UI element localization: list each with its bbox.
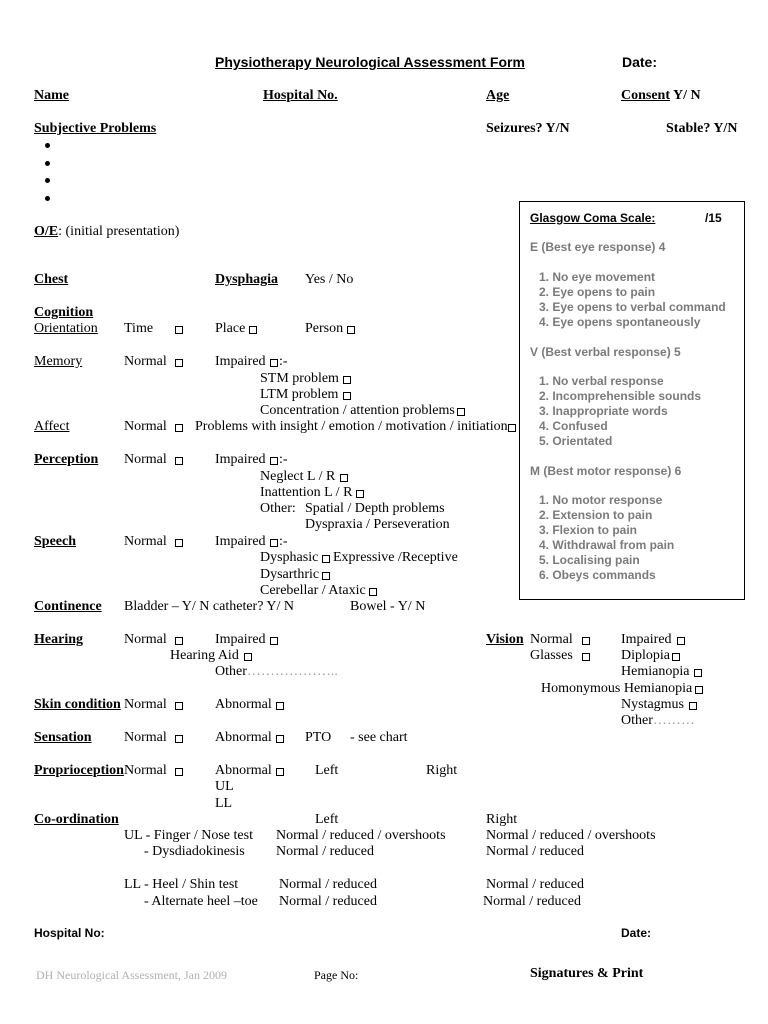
orientation-time-checkbox[interactable] (175, 326, 183, 334)
gcs-motor-item: 2. Extension to pain (539, 508, 653, 522)
memory-stm-checkbox[interactable] (343, 376, 351, 384)
memory-impaired-colon: :- (279, 354, 288, 369)
perception-normal-checkbox[interactable] (175, 457, 183, 465)
skin-abnormal-label: Abnormal (215, 697, 272, 712)
orientation-place-checkbox[interactable] (249, 326, 257, 334)
sensation-pto-label: PTO (305, 730, 332, 745)
perception-impaired-label: Impaired (215, 452, 266, 467)
speech-impaired-colon: :- (279, 534, 288, 549)
memory-normal-label: Normal (124, 354, 167, 369)
affect-normal-checkbox[interactable] (175, 424, 183, 432)
speech-impaired-label: Impaired (215, 534, 266, 549)
vision-diplopia-label: Diplopia (621, 648, 670, 663)
footer-document-reference: DH Neurological Assessment, Jan 2009 (36, 968, 227, 982)
gcs-motor-item: 5. Localising pain (539, 553, 640, 567)
speech-dysphasic-checkbox[interactable] (322, 555, 330, 563)
speech-dysphasic-label: Dysphasic (260, 550, 319, 565)
speech-dysarthric-label: Dysarthric (260, 567, 320, 582)
proprioception-ll-label: LL (215, 796, 233, 811)
speech-normal-label: Normal (124, 534, 167, 549)
vision-label: Vision (486, 632, 524, 647)
sensation-normal-label: Normal (124, 730, 167, 745)
affect-problems-checkbox[interactable] (508, 424, 516, 432)
speech-expressive-label: Expressive /Receptive (333, 550, 458, 565)
perception-inattention-label: Inattention L / R (260, 485, 353, 500)
vision-normal-label: Normal (530, 632, 573, 647)
hearing-aid-checkbox[interactable] (244, 653, 252, 661)
proprioception-right-label: Right (426, 763, 458, 778)
vision-other-dots: ……… (652, 713, 695, 728)
proprioception-ul-label: UL (215, 779, 234, 794)
memory-ltm-label: LTM problem (260, 387, 339, 402)
coordination-ul-finger-right: Normal / reduced / overshoots (486, 828, 656, 843)
coordination-ll-heel-left: Normal / reduced (279, 877, 377, 892)
vision-other-label: Other (621, 713, 653, 728)
orientation-person-checkbox[interactable] (347, 326, 355, 334)
hearing-impaired-label: Impaired (215, 632, 266, 647)
proprioception-label: Proprioception (34, 763, 124, 778)
perception-normal-label: Normal (124, 452, 167, 467)
memory-ltm-checkbox[interactable] (343, 392, 351, 400)
coordination-ll-alt-right: Normal / reduced (483, 894, 581, 909)
memory-impaired-checkbox[interactable] (270, 359, 278, 367)
memory-concentration-checkbox[interactable] (457, 408, 465, 416)
gcs-verbal-heading: V (Best verbal response) 5 (530, 345, 681, 359)
proprioception-left-label: Left (315, 763, 339, 778)
gcs-motor-heading: M (Best motor response) 6 (530, 464, 682, 478)
vision-nystagmus-label: Nystagmus (621, 697, 684, 712)
vision-hemianopia-label: Hemianopia (621, 664, 690, 679)
consent-label: Consent (621, 88, 671, 103)
glasgow-coma-scale-box (519, 201, 745, 600)
gcs-verbal-item: 2. Incomprehensible sounds (539, 389, 702, 403)
vision-impaired-checkbox[interactable] (677, 637, 685, 645)
gcs-motor-item: 3. Flexion to pain (539, 523, 638, 537)
vision-impaired-label: Impaired (621, 632, 672, 647)
gcs-verbal-item: 1. No verbal response (539, 374, 664, 388)
perception-spatial-label: Spatial / Depth problems (305, 501, 445, 516)
affect-normal-label: Normal (124, 419, 167, 434)
coordination-ll-heel-right: Normal / reduced (486, 877, 584, 892)
orientation-place-label: Place (215, 321, 246, 336)
consent-options: Y/ N (670, 88, 701, 103)
subjective-problems-label: Subjective Problems (34, 121, 157, 136)
affect-label: Affect (34, 419, 70, 434)
sensation-label: Sensation (34, 730, 92, 745)
coordination-left-label: Left (315, 812, 339, 827)
gcs-title: Glasgow Coma Scale: (530, 211, 656, 225)
perception-inattention-checkbox[interactable] (356, 490, 364, 498)
hearing-normal-label: Normal (124, 632, 167, 647)
bullet-2 (45, 161, 50, 166)
orientation-person-label: Person (305, 321, 344, 336)
consent-field (621, 88, 701, 104)
perception-neglect-checkbox[interactable] (340, 474, 348, 482)
hearing-normal-checkbox[interactable] (175, 637, 183, 645)
perception-other-label: Other: (260, 501, 296, 516)
sensation-abnormal-label: Abnormal (215, 730, 272, 745)
hearing-other-label: Other (215, 664, 247, 679)
gcs-verbal-item: 4. Confused (539, 419, 608, 433)
dysphagia-label: Dysphagia (215, 272, 279, 287)
gcs-eye-item: 2. Eye opens to pain (539, 285, 656, 299)
sensation-abnormal-checkbox[interactable] (276, 735, 284, 743)
gcs-eye-item: 3. Eye opens to verbal command (539, 300, 726, 314)
coordination-label: Co-ordination (34, 812, 119, 827)
date-label: Date: (622, 54, 658, 70)
gcs-verbal-item: 5. Orientated (539, 434, 613, 448)
coordination-ul-finger-left: Normal / reduced / overshoots (276, 828, 446, 843)
orientation-time-label: Time (124, 321, 154, 336)
hearing-other-field (215, 664, 338, 680)
age-label: Age (486, 88, 510, 103)
hearing-other-dots: ……………….. (246, 664, 338, 679)
memory-concentration-label: Concentration / attention problems (260, 403, 455, 418)
continence-bowel-label: Bowel - Y/ N (350, 599, 426, 614)
name-label: Name (34, 88, 69, 103)
proprioception-abnormal-label: Abnormal (215, 763, 272, 778)
vision-glasses-checkbox[interactable] (582, 653, 590, 661)
coordination-ul-dys-left: Normal / reduced (276, 844, 374, 859)
memory-stm-label: STM problem (260, 371, 339, 386)
coordination-ul-dys-right: Normal / reduced (486, 844, 584, 859)
sensation-see-chart-label: - see chart (350, 730, 408, 745)
vision-glasses-label: Glasses (530, 648, 573, 663)
form-title: Physiotherapy Neurological Assessment Form (215, 54, 525, 70)
hearing-aid-label: Hearing Aid (170, 648, 239, 663)
perception-impaired-checkbox[interactable] (270, 457, 278, 465)
gcs-verbal-item: 3. Inappropriate words (539, 404, 668, 418)
bullet-3 (45, 178, 50, 183)
speech-impaired-checkbox[interactable] (270, 539, 278, 547)
skin-condition-label: Skin condition (34, 697, 121, 712)
gcs-motor-item: 6. Obeys commands (539, 568, 656, 582)
footer-hospital-no-label: Hospital No: (34, 926, 105, 940)
hearing-impaired-checkbox[interactable] (270, 637, 278, 645)
continence-bladder-label: Bladder – Y/ N catheter? Y/ N (124, 599, 295, 614)
speech-dysarthric-checkbox[interactable] (322, 572, 330, 580)
perception-neglect-label: Neglect L / R (260, 469, 336, 484)
hospital-no-label: Hospital No. (263, 88, 338, 103)
proprioception-abnormal-checkbox[interactable] (276, 768, 284, 776)
skin-abnormal-checkbox[interactable] (276, 702, 284, 710)
perception-label: Perception (34, 452, 99, 467)
perception-dyspraxia-label: Dyspraxia / Perseveration (305, 517, 450, 532)
vision-normal-checkbox[interactable] (582, 637, 590, 645)
gcs-eye-heading: E (Best eye response) 4 (530, 240, 666, 254)
speech-label: Speech (34, 534, 76, 549)
coordination-ul-dys-label: - Dysdiadokinesis (144, 844, 245, 859)
stable-label: Stable? Y/N (666, 121, 738, 136)
gcs-eye-item: 4. Eye opens spontaneously (539, 315, 701, 329)
proprioception-normal-checkbox[interactable] (175, 768, 183, 776)
memory-normal-checkbox[interactable] (175, 359, 183, 367)
skin-normal-checkbox[interactable] (175, 702, 183, 710)
gcs-score: /15 (705, 211, 722, 225)
footer-signatures-label: Signatures & Print (530, 966, 644, 981)
vision-homonymous-checkbox[interactable] (695, 686, 703, 694)
vision-nystagmus-checkbox[interactable] (689, 702, 697, 710)
coordination-ll-alt-left: Normal / reduced (279, 894, 377, 909)
gcs-motor-item: 1. No motor response (539, 493, 663, 507)
hearing-label: Hearing (34, 632, 83, 647)
coordination-ll-heel-label: LL - Heel / Shin test (124, 877, 239, 892)
oe-label: O/E (34, 224, 59, 239)
vision-other-field (621, 713, 695, 729)
memory-impaired-label: Impaired (215, 354, 266, 369)
bullet-1 (45, 143, 50, 148)
speech-normal-checkbox[interactable] (175, 539, 183, 547)
footer-page-no-label: Page No: (314, 968, 359, 982)
gcs-eye-item: 1. No eye movement (539, 270, 656, 284)
dysphagia-options: Yes / No (305, 272, 354, 287)
proprioception-normal-label: Normal (124, 763, 167, 778)
sensation-normal-checkbox[interactable] (175, 735, 183, 743)
cognition-label: Cognition (34, 305, 94, 320)
speech-cerebellar-label: Cerebellar / Ataxic (260, 583, 366, 598)
memory-label: Memory (34, 354, 83, 369)
affect-problems-label: Problems with insight / emotion / motivation / initiation (195, 419, 508, 434)
seizures-label: Seizures? Y/N (486, 121, 570, 136)
continence-label: Continence (34, 599, 102, 614)
oe-field (34, 224, 179, 240)
bullet-4 (45, 196, 50, 201)
vision-diplopia-checkbox[interactable] (672, 653, 680, 661)
coordination-right-label: Right (486, 812, 518, 827)
skin-normal-label: Normal (124, 697, 167, 712)
coordination-ll-alt-label: - Alternate heel –toe (144, 894, 258, 909)
vision-homonymous-label: Homonymous Hemianopia (541, 681, 693, 696)
chest-label: Chest (34, 272, 69, 287)
perception-impaired-colon: :- (279, 452, 288, 467)
oe-text: : (initial presentation) (58, 224, 180, 239)
orientation-label: Orientation (34, 321, 98, 336)
vision-hemianopia-checkbox[interactable] (694, 669, 702, 677)
speech-cerebellar-checkbox[interactable] (369, 588, 377, 596)
gcs-motor-item: 4. Withdrawal from pain (539, 538, 675, 552)
coordination-ul-finger-label: UL - Finger / Nose test (124, 828, 253, 843)
footer-date-label: Date: (621, 926, 652, 940)
